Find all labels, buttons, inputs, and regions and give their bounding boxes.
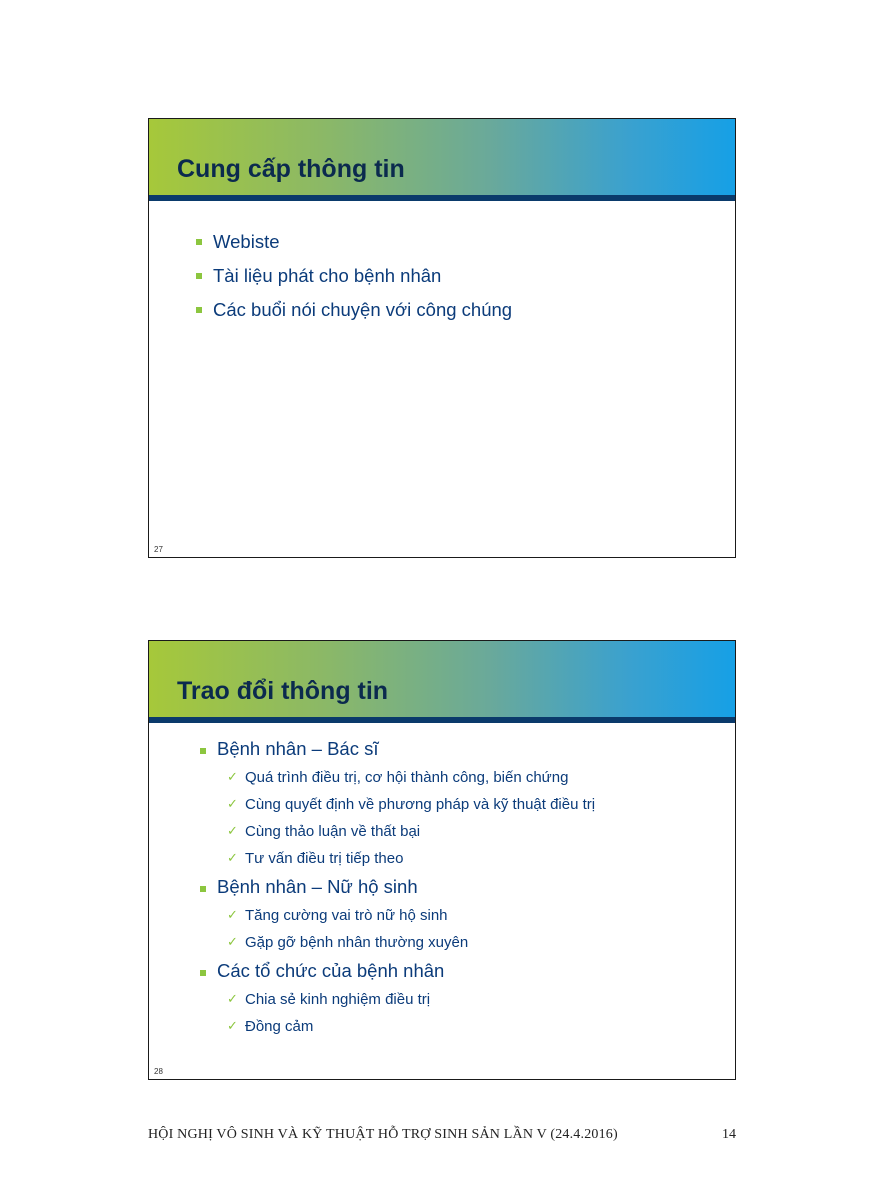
sub-item-text: Cùng quyết định về phương pháp và kỹ thuật điều trị xyxy=(245,796,596,813)
checkmark-icon: ✓ xyxy=(227,824,238,839)
slide-28 xyxy=(148,640,736,1080)
sub-item-text: Cùng thảo luận về thất bại xyxy=(245,823,421,840)
sub-item xyxy=(197,791,595,818)
bullet-list xyxy=(193,225,512,327)
slide-number: 28 xyxy=(154,1067,163,1076)
sub-item xyxy=(197,902,595,929)
slide-title: Cung cấp thông tin xyxy=(177,155,405,183)
sub-item-text: Quá trình điều trị, cơ hội thành công, biến chứng xyxy=(245,769,569,786)
checkmark-icon: ✓ xyxy=(227,797,238,812)
sub-item-text: Chia sẻ kinh nghiệm điều trị xyxy=(245,991,431,1008)
bullet-item: Webiste xyxy=(193,225,512,259)
page-number: 14 xyxy=(722,1127,736,1142)
bullet-item: Các buổi nói chuyện với công chúng xyxy=(193,293,512,327)
checkmark-icon: ✓ xyxy=(227,992,238,1007)
slide-27 xyxy=(148,118,736,558)
conference-title: HỘI NGHỊ VÔ SINH VÀ KỸ THUẬT HỖ TRỢ SINH SẢN LẦN V (24.4.2016) xyxy=(148,1127,618,1142)
sub-item xyxy=(197,1013,595,1040)
sub-item-text: Tăng cường vai trò nữ hộ sinh xyxy=(245,907,448,924)
bullet-list xyxy=(197,734,595,1040)
bullet-item: Bệnh nhân – Bác sĩ xyxy=(197,734,595,764)
sub-item xyxy=(197,929,595,956)
bullet-item: Tài liệu phát cho bệnh nhân xyxy=(193,259,512,293)
sub-item-text: Đồng cảm xyxy=(245,1018,314,1035)
checkmark-icon: ✓ xyxy=(227,851,238,866)
slide-header xyxy=(149,641,735,723)
sub-item xyxy=(197,845,595,872)
slide-title: Trao đổi thông tin xyxy=(177,677,389,705)
slide-number: 27 xyxy=(154,545,163,554)
sub-item xyxy=(197,986,595,1013)
checkmark-icon: ✓ xyxy=(227,935,238,950)
checkmark-icon: ✓ xyxy=(227,908,238,923)
sub-item-text: Tư vấn điều trị tiếp theo xyxy=(245,850,404,867)
sub-item-text: Gặp gỡ bệnh nhân thường xuyên xyxy=(245,934,469,951)
bullet-item: Bệnh nhân – Nữ hộ sinh xyxy=(197,872,595,902)
bullet-item: Các tổ chức của bệnh nhân xyxy=(197,956,595,986)
slide-header xyxy=(149,119,735,201)
checkmark-icon: ✓ xyxy=(227,1019,238,1034)
sub-item xyxy=(197,818,595,845)
checkmark-icon: ✓ xyxy=(227,770,238,785)
sub-item xyxy=(197,764,595,791)
